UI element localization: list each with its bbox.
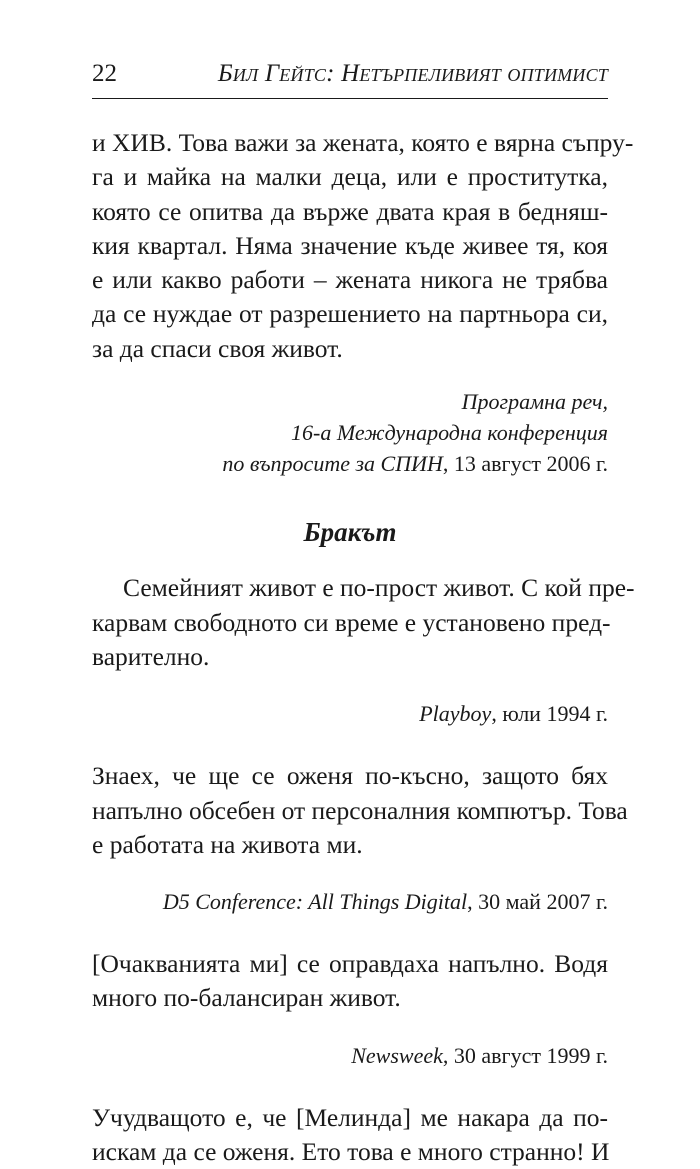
- text-line: за да спаси своя живот.: [92, 333, 343, 363]
- text-line: и ХИВ. Това важи за жената, която е вярна съпру-: [92, 128, 634, 157]
- page-body: [92, 126, 635, 1169]
- text-line: която се опитва да върже двата края в бедняш-: [92, 196, 608, 226]
- source-date: , 30 август 1999 г.: [442, 1042, 608, 1068]
- text-line: е или какво работи – жената никога не трябва: [92, 265, 608, 295]
- quote-paragraph: [92, 947, 608, 1016]
- quote-source: [92, 886, 608, 917]
- source-title: Програмна реч,: [461, 389, 608, 415]
- text-line: [Очакванията ми] се оправдаха напълно. Водя: [92, 949, 608, 979]
- source-title: Playboy: [419, 701, 492, 727]
- text-line: напълно обсебен от персоналния компютър. Това: [92, 795, 628, 825]
- text-line: карвам свободното си време е установено пред-: [92, 607, 611, 637]
- page-number: 22: [92, 60, 117, 87]
- source-date: , 30 май 2007 г.: [467, 889, 608, 915]
- quote-paragraph: [92, 126, 634, 366]
- text-line: Знаех, че ще се оженя по-късно, защото бях: [92, 761, 608, 791]
- source-date: , 13 август 2006 г.: [442, 451, 608, 477]
- text-line: га и майка на малки деца, или е проститутка,: [92, 162, 608, 192]
- text-line: да се нуждае от разрешението на партньора си,: [92, 299, 608, 329]
- text-line: много по-балансиран живот.: [92, 983, 401, 1013]
- running-head: Бил Гейтс: Нетърпеливият оптимист: [217, 60, 608, 87]
- source-title: Newsweek: [351, 1042, 443, 1068]
- quote-paragraph: [92, 1101, 608, 1169]
- source-date: , юли 1994 г.: [491, 701, 608, 727]
- quote-source: [92, 698, 608, 729]
- source-title: 16-а Международна конференция: [291, 420, 608, 446]
- quote-source: [92, 386, 608, 479]
- source-title: по въпросите за СПИН: [222, 451, 443, 477]
- text-line: искам да се оженя. Ето това е много странно! И: [92, 1137, 610, 1167]
- text-line: Семейният живот е по-прост живот. С кой пре-: [123, 573, 635, 603]
- text-line: е работата на живота ми.: [92, 829, 363, 859]
- source-title: D5 Conference: All Things Digital: [162, 889, 468, 915]
- quote-paragraph: [92, 571, 635, 674]
- text-line: кия квартал. Няма значение къде живее тя, коя: [92, 230, 608, 260]
- text-line: варително.: [92, 641, 210, 671]
- page-header: [92, 58, 608, 99]
- section-title: Бракът: [303, 517, 397, 548]
- quote-source: [92, 1040, 608, 1071]
- text-line: Учудващото е, че [Мелинда] ме накара да по-: [92, 1102, 608, 1132]
- quote-paragraph: [92, 759, 628, 862]
